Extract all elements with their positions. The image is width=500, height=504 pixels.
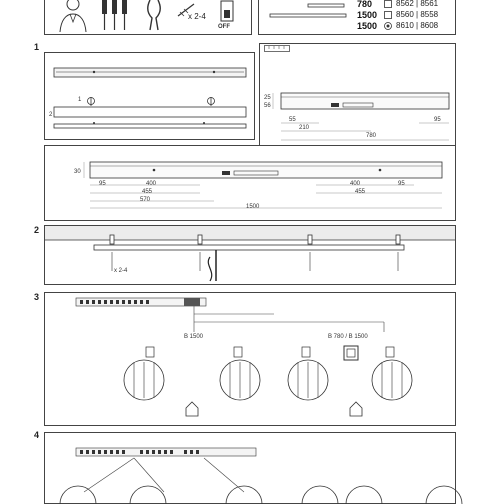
long-dim-b: 400 — [146, 181, 157, 187]
long-dim-d: 95 — [398, 181, 405, 187]
dim-height-1: 25 — [264, 95, 271, 101]
screwdrivers-icon — [96, 0, 136, 32]
person-icon — [58, 0, 88, 32]
step-number-3: 3 — [34, 292, 40, 302]
step-number-4: 4 — [34, 430, 40, 440]
long-dim-g: 570 — [140, 197, 151, 203]
pliers-icon — [142, 0, 166, 32]
power-switch-icon — [220, 0, 234, 22]
variant-length-1: 780 — [357, 0, 373, 9]
step-number-2: 2 — [34, 225, 40, 235]
dim-total: 780 — [366, 133, 377, 139]
dim-a: 55 — [289, 117, 296, 123]
long-dim-total: 1500 — [246, 204, 260, 210]
dim-c: 210 — [299, 125, 310, 131]
variant-codes-2: 8560 | 8558 — [396, 10, 439, 19]
long-dim-c: 400 — [350, 181, 361, 187]
long-dim-a: 95 — [99, 181, 106, 187]
step2-quantity: x 2-4 — [114, 268, 128, 274]
long-dim-height: 30 — [74, 169, 81, 175]
long-dim-f: 455 — [355, 189, 366, 195]
square-box-icon — [384, 11, 392, 19]
cover-fitting-drawing — [44, 432, 456, 504]
callout-2: 2 — [49, 112, 53, 118]
square-box-icon — [384, 0, 392, 8]
long-dim-e: 455 — [142, 189, 153, 195]
step-number-1: 1 — [34, 42, 40, 52]
step3-label-left: B 1500 — [184, 334, 204, 340]
dim-b: 95 — [434, 117, 441, 123]
dim-height-2: 56 — [264, 103, 271, 109]
short-bar-dimension-drawing — [259, 43, 456, 151]
step3-label-right: B 780 / B 1500 — [328, 334, 368, 340]
bar-variants-icon — [268, 2, 348, 20]
ceiling-bar-drawing — [44, 52, 255, 140]
variant-codes-1: 8562 | 8561 — [396, 0, 439, 8]
tools-quantity: x 2-4 — [188, 12, 206, 21]
callout-1: 1 — [78, 97, 82, 103]
off-label: OFF — [218, 24, 230, 30]
variant-length-2: 1500 — [357, 10, 378, 20]
variant-codes-3: 8610 | 8608 — [396, 21, 439, 30]
variant-length-3: 1500 — [357, 21, 378, 31]
terminal-strip-drawing — [44, 292, 456, 426]
ceiling-fixing-drawing — [44, 225, 456, 285]
round-lamp-icon — [384, 22, 392, 30]
